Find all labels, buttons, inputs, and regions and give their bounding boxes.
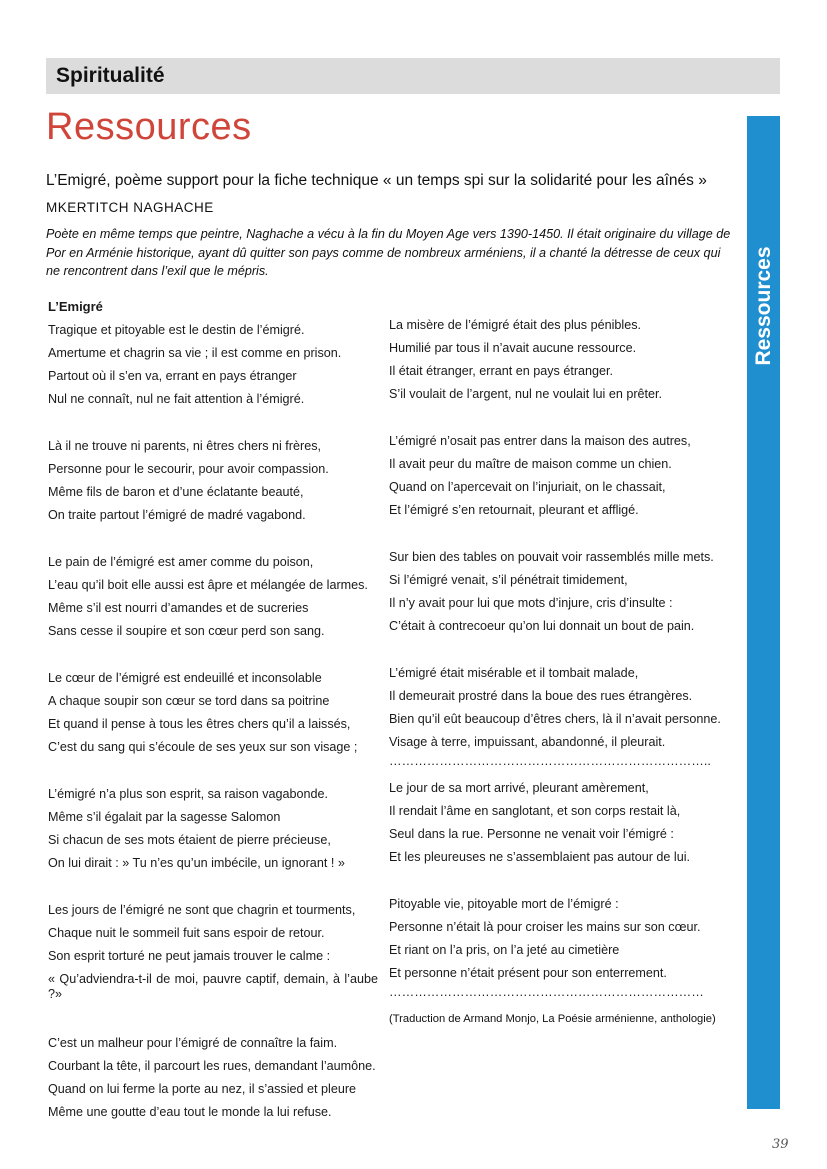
ellipsis-line: …………………………………………………………………	[389, 985, 704, 999]
stanza	[48, 783, 378, 875]
side-tab	[747, 116, 780, 1109]
verse-line: L’émigré était misérable et il tombait malade,	[389, 666, 639, 680]
verse-line: Il avait peur du maître de maison comme un chien.	[389, 457, 672, 471]
page-number: 39	[772, 1137, 789, 1152]
page-title: Ressources	[46, 106, 252, 148]
verse-line: Amertume et chagrin sa vie ; il est comme en prison.	[48, 346, 342, 360]
verse-line: Il était étranger, errant en pays étranger.	[389, 364, 614, 378]
section-title: Spiritualité	[56, 64, 165, 87]
verse-line: Si l’émigré venait, s’il pénétrait timidement,	[389, 573, 628, 587]
verse-line: Si chacun de ses mots étaient de pierre précieuse,	[48, 833, 331, 847]
stanza	[48, 435, 378, 527]
section-header-band	[46, 58, 780, 94]
side-tab-label: Ressources	[751, 246, 775, 366]
author-name: MKERTITCH NAGHACHE	[46, 200, 214, 215]
verse-line: Partout où il s’en va, errant en pays étranger	[48, 369, 297, 383]
verse-line: Il rendait l’âme en sanglotant, et son corps restait là,	[389, 804, 681, 818]
verse-line: A chaque soupir son cœur se tord dans sa poitrine	[48, 694, 330, 708]
verse-line: Même fils de baron et d’une éclatante beauté,	[48, 485, 304, 499]
verse-line: Le jour de sa mort arrivé, pleurant amèrement,	[389, 781, 649, 795]
verse-line: Même une goutte d’eau tout le monde la lui refuse.	[48, 1105, 332, 1119]
verse-line: Personne pour le secourir, pour avoir compassion.	[48, 462, 329, 476]
verse-line: C’est du sang qui s’écoule de ses yeux sur son visage ;	[48, 740, 358, 754]
verse-line: Seul dans la rue. Personne ne venait voir l’émigré :	[389, 827, 674, 841]
verse-line: Les jours de l’émigré ne sont que chagrin et tourments,	[48, 903, 356, 917]
verse-line: Le cœur de l’émigré est endeuillé et inconsolable	[48, 671, 322, 685]
verse-line: Visage à terre, impuissant, abandonné, il pleurait.	[389, 735, 666, 749]
verse-line: C’était à contrecoeur qu’on lui donnait un bout de pain.	[389, 619, 695, 633]
stanza	[389, 777, 724, 869]
verse-line: Et quand il pense à tous les êtres chers qu’il a laissés,	[48, 717, 351, 731]
stanza	[389, 314, 724, 406]
verse-line: Bien qu’il eût beaucoup d’êtres chers, là il n’avait personne.	[389, 712, 721, 726]
stanza	[48, 899, 378, 1002]
verse-line: Quand on l’apercevait on l’injuriait, on le chassait,	[389, 480, 666, 494]
stanza	[48, 319, 378, 411]
verse-line: Et personne n’était présent pour son enterrement.	[389, 966, 667, 980]
verse-line: Sur bien des tables on pouvait voir rassemblés mille mets.	[389, 550, 714, 564]
verse-line: Son esprit torturé ne peut jamais trouver le calme :	[48, 949, 331, 963]
poem-title: L’Emigré	[48, 299, 103, 314]
stanza	[389, 546, 724, 638]
verse-line: Là il ne trouve ni parents, ni êtres chers ni frères,	[48, 439, 321, 453]
ellipsis-line: …………………………………………………………………..	[389, 754, 711, 768]
verse-line: L’eau qu’il boit elle aussi est âpre et mélangée de larmes.	[48, 578, 368, 592]
stanza	[389, 430, 724, 522]
intro-line: L’Emigré, poème support pour la fiche technique « un temps spi sur la solidarité pour les aînés »	[46, 172, 707, 189]
stanza	[48, 1032, 378, 1124]
verse-line: Pitoyable vie, pitoyable mort de l’émigré :	[389, 897, 619, 911]
verse-line: Et riant on l’a pris, on l’a jeté au cimetière	[389, 943, 620, 957]
verse-line: L’émigré n’osait pas entrer dans la maison des autres,	[389, 434, 691, 448]
verse-line: On traite partout l’émigré de madré vagabond.	[48, 508, 306, 522]
verse-line: Le pain de l’émigré est amer comme du poison,	[48, 555, 314, 569]
stanza	[48, 667, 378, 759]
verse-line: Et les pleureuses ne s’assemblaient pas autour de lui.	[389, 850, 691, 864]
verse-line: « Qu’adviendra-t-il de moi, pauvre captif, demain, à l’aube ?»	[48, 972, 378, 1001]
verse-line: Même s’il est nourri d’amandes et de sucreries	[48, 601, 309, 615]
verse-line: Et l’émigré s’en retournait, pleurant et affligé.	[389, 503, 639, 517]
verse-line: Humilié par tous il n’avait aucune ressource.	[389, 341, 637, 355]
verse-line: Quand on lui ferme la porte au nez, il s’assied et pleure	[48, 1082, 357, 1096]
verse-line: Tragique et pitoyable est le destin de l’émigré.	[48, 323, 305, 337]
verse-line: S’il voulait de l’argent, nul ne voulait lui en prêter.	[389, 387, 663, 401]
verse-line: L’émigré n’a plus son esprit, sa raison vagabonde.	[48, 787, 329, 801]
verse-line: Nul ne connaît, nul ne fait attention à l’émigré.	[48, 392, 305, 406]
author-bio: Poète en même temps que peintre, Naghache a vécu à la fin du Moyen Age vers 1390-1450. Il était originaire du village de Por en Arménie historique, ayant dû quitter son pays comme de nombreux arméniens, il a chanté la détresse de ceux qui ne rencontrent dans l’exil que le mépris.	[46, 227, 731, 278]
translation-credit: (Traduction de Armand Monjo, La Poésie arménienne, anthologie)	[389, 1013, 716, 1025]
verse-line: Personne n’était là pour croiser les mains sur son cœur.	[389, 920, 701, 934]
verse-line: On lui dirait : » Tu n’es qu’un imbécile, un ignorant ! »	[48, 856, 345, 870]
verse-line: Sans cesse il soupire et son cœur perd son sang.	[48, 624, 325, 638]
verse-line: C’est un malheur pour l’émigré de connaître la faim.	[48, 1036, 338, 1050]
verse-line: Il n’y avait pour lui que mots d’injure, cris d’insulte :	[389, 596, 673, 610]
verse-line: Même s’il égalait par la sagesse Salomon	[48, 810, 281, 824]
verse-line: Chaque nuit le sommeil fuit sans espoir de retour.	[48, 926, 325, 940]
stanza	[48, 551, 378, 643]
verse-line: Courbant la tête, il parcourt les rues, demandant l’aumône.	[48, 1059, 376, 1073]
stanza	[389, 893, 724, 999]
stanza	[389, 662, 724, 768]
verse-line: La misère de l’émigré était des plus pénibles.	[389, 318, 642, 332]
verse-line: Il demeurait prostré dans la boue des rues étrangères.	[389, 689, 693, 703]
